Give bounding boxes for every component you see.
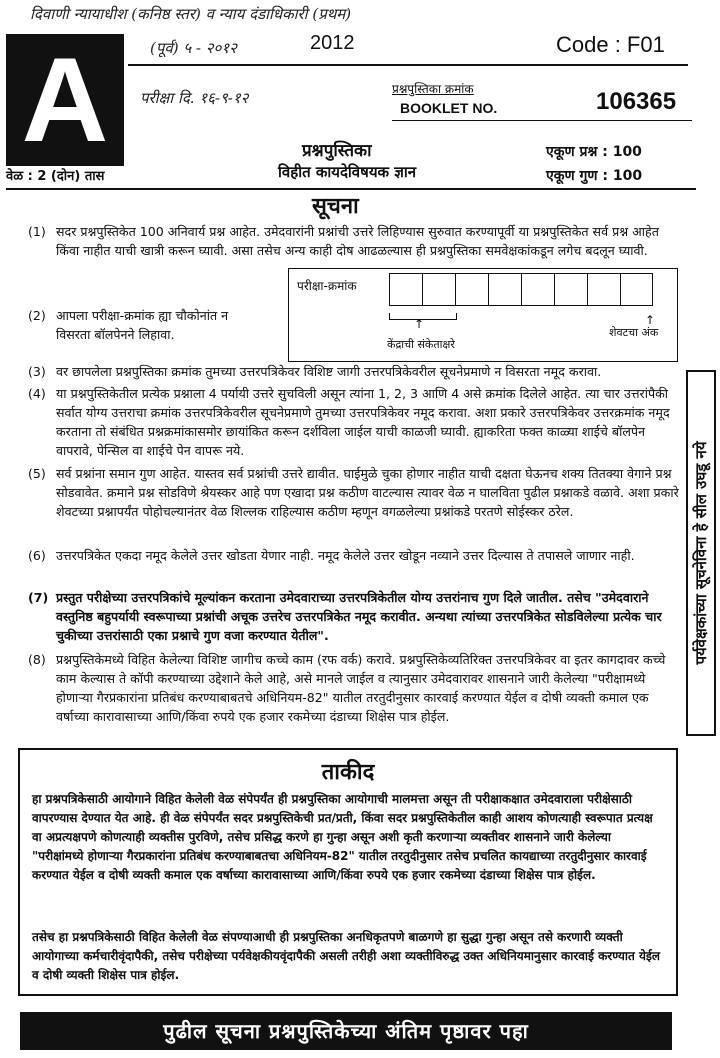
exam-number-cell[interactable] — [587, 273, 620, 306]
seal-note — [686, 370, 716, 736]
booklet-rule — [392, 120, 692, 121]
centre-code-caption: केंद्राची संकेताक्षरे — [387, 338, 455, 351]
year: 2012 — [310, 32, 355, 54]
handwritten-exam-name: दिवाणी न्यायाधीश (कनिष्ठ स्तर) व न्याय दंडाधिकारी (प्रथम) — [30, 5, 352, 23]
instructions-heading: सूचना — [312, 194, 359, 219]
instruction-8: (8) प्रश्नपुस्तिकेमध्ये विहित केलेल्या विशिष्ट जागीच कच्चे काम (रफ वर्क) करावे. प्रश्नपुस्तिकेव्यतिरिक्त उत्तरपत्रिकेवर वा इतर कागदावर कच्चे काम केल्यास ते कॉपी करण्याच्या उद्देशाने केले आहे, असे मानले जाईल व त्यानुसार उमेदवारावर शासनाने जारी केलेल्या "परीक्षामध्ये होणाऱ्या गैरप्रकारांना प्रतिबंध करण्याबाबतचे अधिनियम-82" यातील तरतुदीनुसार कारवाई करण्यात येईल व दोषी व्यक्ती कमाल एक वर्षाच्या कारावासाच्या आणि/किंवा रुपये एक हजार रकमेच्या दंडाच्या शिक्षेस पात्र होईल. — [28, 652, 666, 724]
exam-number-cells[interactable] — [389, 273, 653, 306]
warning-heading: ताकीद — [321, 760, 375, 785]
exam-number-box — [288, 268, 678, 362]
exam-number-label: परीक्षा-क्रमांक — [297, 279, 357, 293]
exam-number-cell[interactable] — [620, 273, 653, 306]
handwritten-exam-date: परीक्षा दि. १६-९-१२ — [140, 89, 249, 107]
booklet-title: प्रश्नपुस्तिका — [302, 141, 372, 161]
instruction-1: (1) सदर प्रश्नपुस्तिकेत 100 अनिवार्य प्रश्न आहेत. उमेदवारांनी प्रश्नांची उत्तरे लिहिण्यास सुरुवात करण्यापूर्वी या प्रश्नपुस्तिकेत सर्व प्रश्न आहेत किंवा नाहीत याची खात्री करून घ्यावी. असा तसेच अन्य काही दोष आढळल्यास ही प्रश्नपुस्तिका समवेक्षकांकडून लगेच बदलून घ्यावी. — [28, 224, 659, 258]
total-marks: एकूण गुण : 100 — [546, 168, 643, 184]
instruction-6: (6) उत्तरपत्रिकेत एकदा नमूद केलेले उत्तर खोडता येणार नाही. नमूद केलेले उत्तर खोडून नव्याने उत्तर दिल्यास ते तपासले जाणार नाही. — [28, 548, 635, 563]
exam-number-cell[interactable] — [521, 273, 554, 306]
instruction-7: (7) प्रस्तुत परीक्षेच्या उत्तरपत्रिकांचे मूल्यांकन करताना उमेदवाराच्या उत्तरपत्रिकेतील योग्य उत्तरांनाच गुण दिले जातील. तसेच "उमेदवाराने वस्तुनिष्ठ बहुपर्यायी स्वरूपाच्या प्रश्नांची अचूक उत्तरेच उत्तरपत्रिकेत नमूद करावीत. अन्यथा त्यांच्या उत्तरपत्रिकेत सोडविलेल्या प्रत्येक चार चुकीच्या उत्तरांसाठी एका प्रश्नाचे गुण वजा करण्यात येतील". — [28, 590, 662, 643]
booklet-label-mr: प्रश्नपुस्तिका क्रमांक — [392, 82, 474, 96]
handwritten-exam-code: (पूर्व) ५ - २०१२ — [150, 39, 237, 57]
last-digit-caption: शेवटचा अंक — [609, 326, 659, 339]
last-digit-arrow: ↑ — [645, 313, 656, 327]
exam-number-cell[interactable] — [554, 273, 587, 306]
warning-para-1: हा प्रश्नपत्रिकेसाठी आयोगाने विहित केलेली वेळ संपेपर्यंत ही प्रश्नपुस्तिका आयोगाची मालमत्ता असून ती परीक्षाकक्षात उमेदवाराला परीक्षेसाठी वापरण्यास देण्यात येत आहे. ही वेळ संपेपर्यंत सदर प्रश्नपुस्तिकेची प्रत/प्रती, किंवा सदर प्रश्नपुस्तिकेतील काही आशय कोणत्याही स्वरूपात प्रत्यक्ष वा अप्रत्यक्षपणे कोणत्याही व्यक्तीस पुरविणे, तसेच प्रसिद्ध करणे हा गुन्हा असून अशी कृती करणाऱ्या व्यक्तीवर शासनाने जारी केलेल्या "परीक्षांमध्ये होणाऱ्या गैरप्रकारांना प्रतिबंध करण्याबाबतचा अधिनियम-82" यातील तरतुदीनुसार तसेच प्रचलित कायद्याच्या तरतुदीनुसार कारवाई करण्यात येईल व दोषी व्यक्ती कमाल एक वर्षाच्या कारावासाच्या आणि/किंवा रुपये एक हजार रकमेच्या दंडाच्या शिक्षेस पात्र होईल. — [32, 792, 653, 882]
seal-note-text: पर्यवेक्षकांच्या सूचनेविना हे सील उघडू नये — [692, 441, 710, 665]
exam-number-cell[interactable] — [389, 273, 422, 306]
subject-title: विहीत कायदेविषयक ज्ञान — [278, 163, 417, 181]
series-letter: A — [6, 34, 124, 166]
footer-banner: पुढील सूचना प्रश्नपुस्तिकेच्या अंतिम पृष्ठावर पहा — [20, 1012, 672, 1050]
exam-number-cell[interactable] — [455, 273, 488, 306]
centre-arrow: ↑ — [414, 317, 425, 331]
booklet-number: 106365 — [596, 88, 677, 115]
time-allowed: वेळ : 2 (दोन) तास — [6, 169, 105, 184]
instruction-4: (4) या प्रश्नपुस्तिकेतील प्रत्येक प्रश्नाला 4 पर्यायी उत्तरे सुचविली असून त्यांना 1, 2, 3 आणि 4 असे क्रमांक दिलेले आहेत. त्या चार उत्तरांपैकी सर्वात योग्य उत्तराचा क्रमांक उत्तरपत्रिकेवरील सूचनेप्रमाणे तुमच्या उत्तरपत्रिकेवर नमूद करावा. अशा प्रकारे उत्तरपत्रिकेवर उत्तरक्रमांक नमूद करताना तो संबंधित प्रश्नक्रमांकासमोर छायांकित करून दर्शविला जाईल याची काळजी घ्यावी. ह्याकरिता फक्त काळ्या शाईचे बॉलपेन वापरावे, पेन्सिल वा शाईचे पेन वापरू नये. — [28, 386, 670, 458]
instruction-5: (5) सर्व प्रश्नांना समान गुण आहेत. यास्तव सर्व प्रश्नांची उत्तरे द्यावीत. घाईमुळे चुका होणार नाहीत याची दक्षता घेऊनच शक्य तितक्या वेगाने प्रश्न सोडवावेत. क्रमाने प्रश्न सोडविणे श्रेयस्कर आहे पण एखादा प्रश्न कठीण वाटल्यास त्यावर वेळ न घालविता पुढील प्रश्नाकडे वळावे. अशा प्रकारे शेवटच्या प्रश्नापर्यंत पोहोचल्यानंतर वेळ शिल्लक राहिल्यास कठीण म्हणून वगळलेल्या प्रश्नांकडे परतणे सोईस्कर ठरेल. — [28, 466, 679, 519]
exam-number-cell[interactable] — [488, 273, 521, 306]
instruction-3: (3) वर छापलेला प्रश्नपुस्तिका क्रमांक तुमच्या उत्तरपत्रिकेवर विशिष्ट जागी उत्तरपत्रिकेवरील सूचनेप्रमाणे न विसरता नमूद करावा. — [28, 364, 602, 379]
warning-para-2: तसेच हा प्रश्नपत्रिकेसाठी विहित केलेली वेळ संपण्याआधी ही प्रश्नपुस्तिका अनधिकृतपणे बाळगणे हा सुद्धा गुन्हा असून तसे करणारी व्यक्ती आयोगाच्या कर्मचारीवृंदापैकी, तसेच परीक्षेच्या पर्यवेक्षकीयवृंदापैकी असली तरीही अशा व्यक्तीविरुद्ध उक्त अधिनियमानुसार कारवाई करण्यात येईल व दोषी व्यक्ती शिक्षेस पात्र होईल. — [32, 930, 660, 982]
total-questions: एकूण प्रश्न : 100 — [546, 144, 642, 160]
exam-number-cell[interactable] — [422, 273, 455, 306]
instruction-2: (2) आपला परीक्षा-क्रमांक ह्या चौकोनांत न विसरता बॉलपेनने लिहावा. — [28, 308, 229, 342]
warning-box — [18, 748, 678, 996]
booklet-label-en: BOOKLET NO. — [400, 100, 498, 116]
code-label: Code : F01 — [556, 32, 665, 57]
top-rule — [128, 64, 688, 66]
